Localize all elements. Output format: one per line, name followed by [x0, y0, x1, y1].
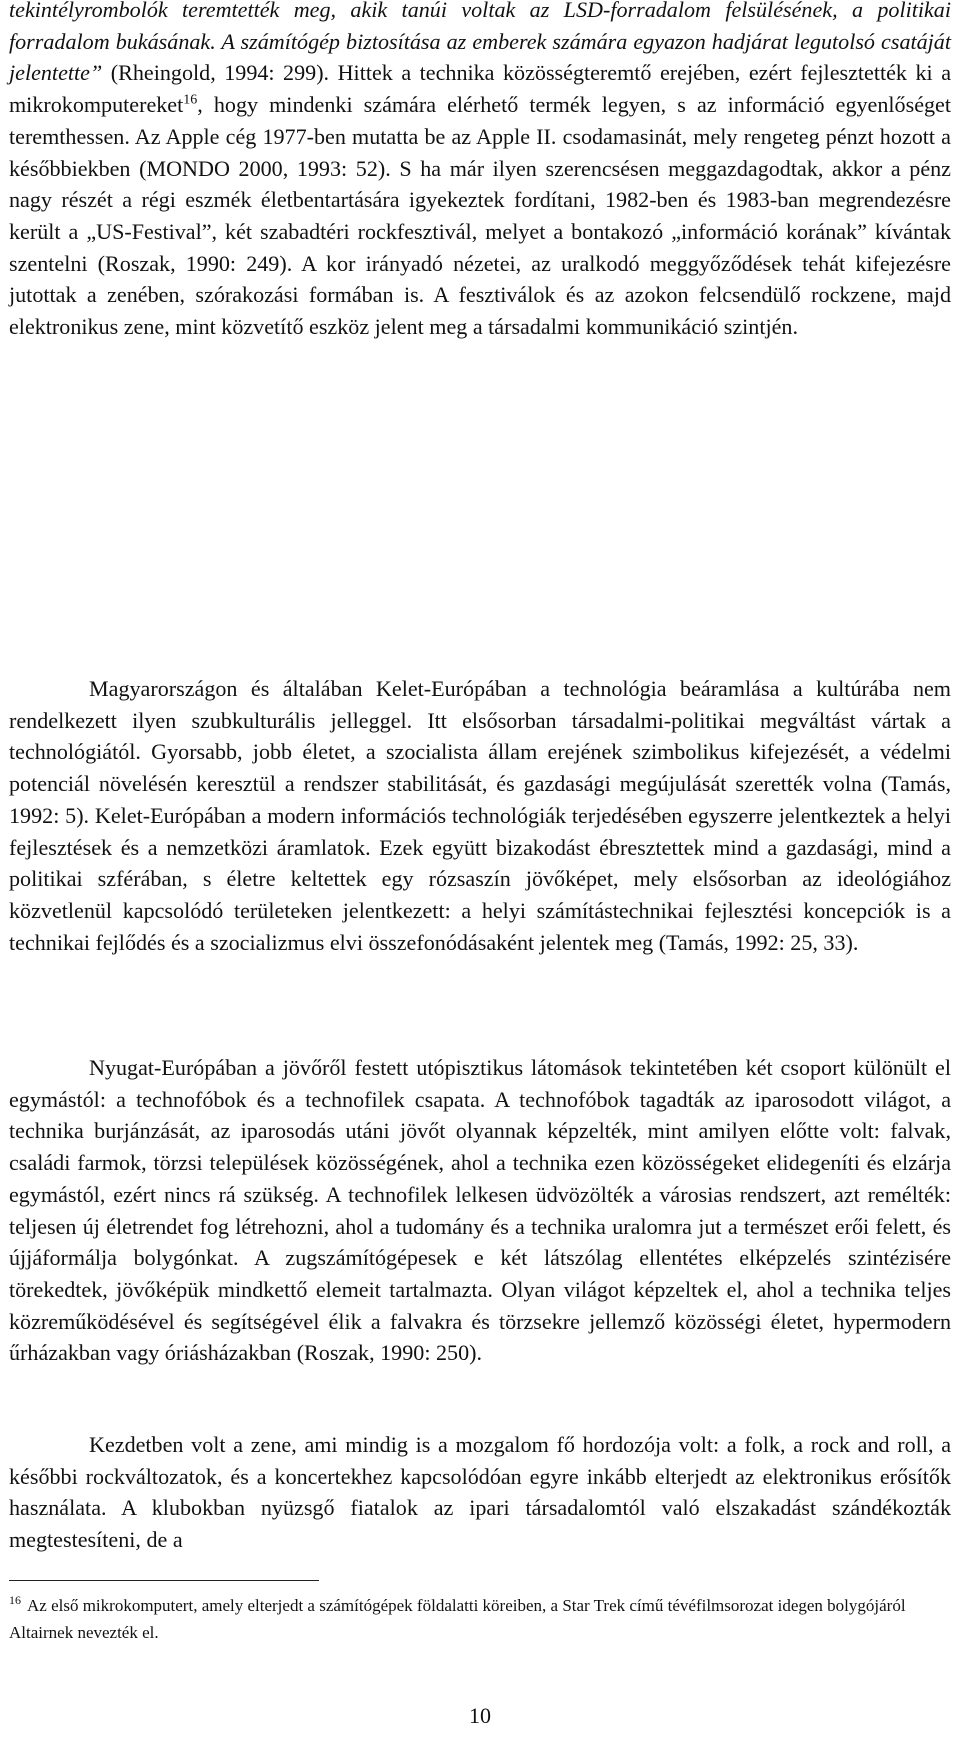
paragraph-3: Nyugat-Európában a jövőről festett utópisztikus látomások tekintetében két csoport különült el egymástól: a technofóbok és a technofilek csapata. A technofóbok tagadták az iparosodott világot, a technika burjánzását, az iparosodás utáni jövőt olyannak képzelték, mint amilyen előtte volt: falvak, családi farmok, törzsi települések közösségének, ahol a technika ezen közösségeket elidegeníti és elzárja egymástól, ezért nincs rá szükség. A technofilek lelkesen üdvözölték a városias rendszert, azt remélték: teljesen új életrendet fog létrehozni, ahol a tudomány és a technika uralomra jut a természet erői felett, és újjáformálja bolygónkat. A zugszámítógépesek e két látszólag ellentétes elképzelés szintézisére törekedtek, jövőképük mindkettő elemeit tartalmazta. Olyan világot képzeltek el, ahol a technika teljes közreműködésével és segítségével élik a falvakra és törzsekre jellemző közösségi életet, hypermodern űrházakban vagy óriásházakban (Roszak, 1990: 250).: [9, 1055, 951, 1366]
paragraph-4: Kezdetben volt a zene, ami mindig is a mozgalom fő hordozója volt: a folk, a rock and roll, a későbbi rockváltozatok, és a koncertekhez kapcsolódóan egyre inkább elterjedt az elektronikus erősítők használata. A klubokban nyüzsgő fiatalok az ipari társadalomtól való elszakadást szándékozták megtestesíteni, de a: [9, 1432, 951, 1553]
paragraph-1: [9, 0, 951, 343]
page-number: 10: [469, 1703, 491, 1728]
paragraph-2-block: [9, 673, 951, 958]
footnote-ref[interactable]: 16: [183, 92, 198, 108]
paragraph-1-text-a: (Rheingold, 1994: 299). Hittek a technika közösségteremtő erejében, ezért fejlesztették ki a mikrokomputereket: [9, 60, 951, 118]
paragraph-4-block: [9, 1429, 951, 1556]
paragraph-3-block: [9, 1052, 951, 1369]
footnote-separator: [9, 1580, 319, 1581]
footnote: [9, 1592, 951, 1646]
quote-italic: tekintélyrombolók teremtették meg, akik tanúi voltak az LSD-forradalom felsülésének, a politikai forradalom bukásának. A számítógép biztosítása az emberek számára egyazon hadjárat legutolsó csatáját jelentette”: [9, 0, 951, 86]
footnote-text: Az első mikrokomputert, amely elterjedt a számítógépek földalatti köreiben, a Star Trek című tévéfilmsorozat idegen bolygójáról Altairnek nevezték el.: [9, 1596, 906, 1642]
paragraph-1-text-b: , hogy mindenki számára elérhető termék legyen, s az információ egyenlőséget teremthessen. Az Apple cég 1977-ben mutatta be az Apple II. csodamasinát, mely rengeteg pénzt hozott a későbbiekben (MONDO 2000, 1993: 52). S ha már ilyen szerencsésen meggazdagodtak, akkor a pénz nagy részét a régi eszmék életbentartására igyekeztek fordítani, 1982-ben és 1983-ban megrendezésre került a „US-Festival”, két szabadtéri rockfesztivál, melyet a bontakozó „információ korának” kívántak szentelni (Roszak, 1990: 249). A kor irányadó nézetei, az uralkodó meggyőződések tehát kifejezésre jutottak a zenében, szórakozási formában is. A fesztiválok és az azokon felcsendülő rockzene, majd elektronikus zene, mint közvetítő eszköz jelent meg a társadalmi kommunikáció szintjén.: [9, 92, 951, 340]
footnote-number: 16: [9, 1593, 21, 1608]
paragraph-2: Magyarországon és általában Kelet-Európában a technológia beáramlása a kultúrába nem rendelkezett ilyen szubkulturális jelleggel. Itt elsősorban társadalmi-politikai megváltást vártak a technológiától. Gyorsabb, jobb életet, a szocialista állam erejének szimbolikus kifejezését, a védelmi potenciál növelésén keresztül a rendszer stabilitását, és gazdasági megújulását szerették volna (Tamás, 1992: 5). Kelet-Európában a modern információs technológiák terjedésében egyszerre jelentkeztek a helyi fejlesztések és a nemzetközi áramlatok. Ezek együtt bizakodást ébresztettek mind a gazdasági, mind a politikai szférában, s életre keltettek egy rózsaszín jövőképet, mely elsősorban az ideológiához közvetlenül kapcsolódó területeken jelentkezett: a helyi számítástechnikai fejlesztési koncepciók is a technikai fejlődés és a szocializmus elvi összefonódásaként jelentek meg (Tamás, 1992: 25, 33).: [9, 676, 951, 955]
